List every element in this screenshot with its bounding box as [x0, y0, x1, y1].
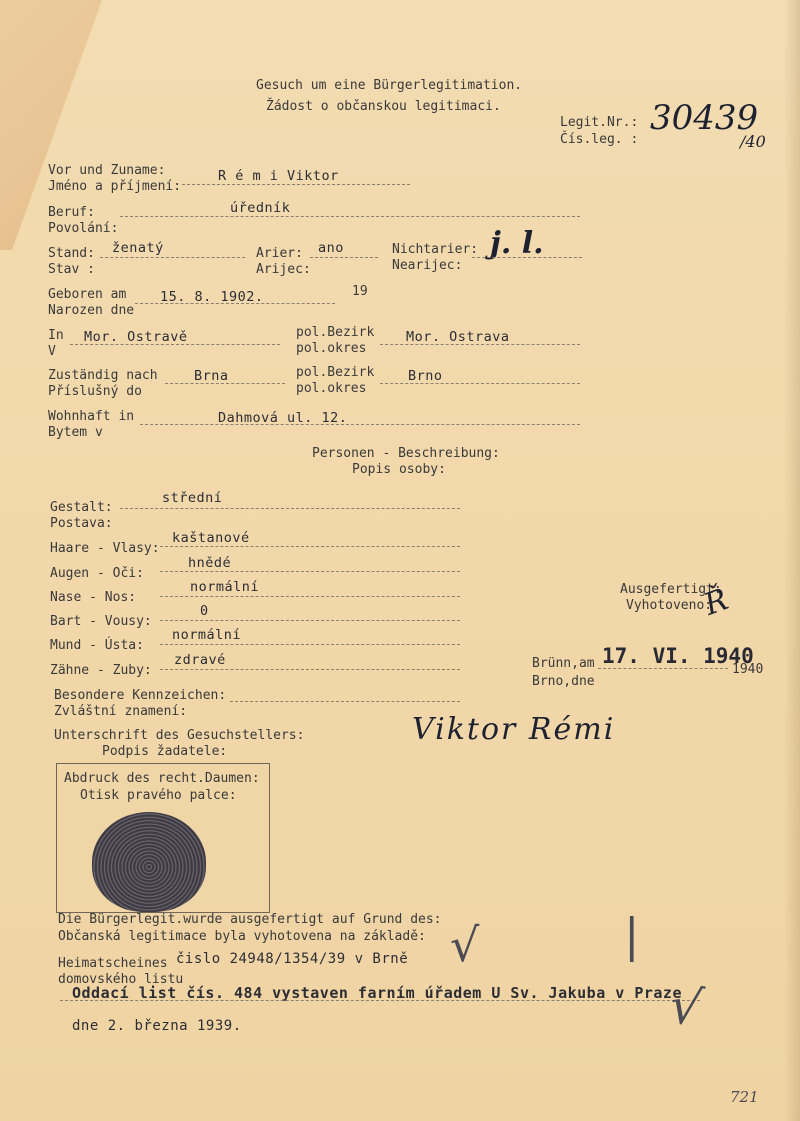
thumbprint-image — [92, 812, 206, 912]
zustandig-line — [165, 383, 285, 384]
beruf-line — [120, 216, 580, 217]
bart-value: 0 — [200, 603, 209, 619]
geboren-value: 15. 8. 1902. — [160, 289, 264, 305]
name-value: R é m i Viktor — [218, 168, 339, 184]
basis-line-cz: Občanská legitimace byla vyhotovena na základě: — [58, 929, 426, 944]
wohnhaft-label-de: Wohnhaft in — [48, 409, 135, 424]
bezirk1-line — [380, 344, 580, 345]
nichtarier-value: j. l. — [490, 226, 544, 261]
arier-line — [310, 257, 378, 258]
mund-label: Mund - Ústa: — [50, 638, 144, 653]
issued-year: 1940 — [732, 662, 764, 677]
postava-label: Postava: — [50, 516, 113, 531]
beruf-value: úředník — [230, 200, 291, 216]
heimat-value: čislo 24948/1354/39 v Brně — [176, 951, 409, 967]
vyhotoveno-label: Vyhotoveno: — [626, 598, 713, 613]
name-line — [182, 184, 410, 185]
kennzeichen-label-de: Besondere Kennzeichen: — [54, 688, 227, 703]
zahne-label: Zähne - Zuby: — [50, 663, 152, 678]
nichtarier-label-de: Nichtarier: — [392, 242, 479, 257]
haare-value: kaštanové — [172, 530, 250, 546]
nase-line — [160, 596, 460, 597]
applicant-signature: Viktor Rémi — [412, 712, 616, 747]
thumb-label-de: Abdruck des recht.Daumen: — [64, 771, 260, 786]
legit-number: 30439 — [650, 98, 759, 138]
bezirk2-value: Brno — [408, 368, 443, 384]
thumb-label-cz: Otisk pravého palce: — [80, 788, 237, 803]
arier-label-de: Arier: — [256, 246, 303, 261]
bezirk2-label-cz: pol.okres — [296, 381, 367, 396]
heimat-label-cz: domovského listu — [58, 972, 184, 987]
signature-label-cz: Podpis žadatele: — [102, 744, 228, 759]
augen-line — [160, 571, 460, 572]
signature-label-de: Unterschrift des Gesuchstellers: — [54, 728, 305, 743]
gestalt-label: Gestalt: — [50, 500, 113, 515]
description-title-de: Personen - Beschreibung: — [312, 446, 500, 461]
basis-line-de: Die Bürgerlegit.wurde ausgefertigt auf Grund des: — [58, 912, 442, 927]
augen-label: Augen - Oči: — [50, 566, 144, 581]
bezirk1-label-cz: pol.okres — [296, 341, 367, 356]
legit-number-suffix: /40 — [740, 132, 766, 151]
zahne-value: zdravé — [174, 652, 226, 668]
year-prefix: 19 — [352, 284, 368, 299]
geboren-label-cz: Narozen dne — [48, 303, 135, 318]
zustandig-label-cz: Příslušný do — [48, 384, 142, 399]
cis-leg-label: Čís.leg. : — [560, 132, 639, 147]
nase-label: Nase - Nos: — [50, 590, 137, 605]
place-label-cz: Brno,dne — [532, 674, 595, 689]
nichtarier-line — [472, 257, 582, 258]
legit-nr-label: Legit.Nr.: — [560, 115, 639, 130]
bart-line — [160, 620, 460, 621]
geboren-label-de: Geboren am — [48, 287, 127, 302]
wohnhaft-line — [140, 424, 580, 425]
official-signature: Ř — [699, 582, 733, 623]
beruf-label-de: Beruf: — [48, 205, 95, 220]
oddaci-list: Oddací list čís. 484 vystaven farním úřadem U Sv. Jakuba v Praze — [72, 984, 682, 1002]
ausgefertigt-label: Ausgefertigt: — [620, 582, 722, 597]
arier-label-cz: Arijec: — [256, 262, 311, 277]
kennzeichen-line — [230, 701, 460, 702]
zustandig-label-de: Zuständig nach — [48, 368, 158, 383]
stand-value: ženatý — [112, 240, 164, 256]
haare-label: Haare - Vlasy: — [50, 541, 160, 556]
in-value: Mor. Ostravě — [84, 329, 188, 345]
nase-value: normální — [190, 579, 260, 595]
in-label-cz: V — [48, 344, 56, 359]
zahne-line — [160, 669, 460, 670]
zustandig-value: Brna — [194, 368, 229, 384]
place-label-de: Brünn,am — [532, 656, 595, 671]
title-german: Gesuch um eine Bürgerlegitimation. — [256, 78, 523, 93]
bezirk2-label-de: pol.Bezirk — [296, 365, 375, 380]
in-label-de: In — [48, 328, 64, 343]
title-czech: Žádost o občanskou legitimaci. — [266, 99, 501, 114]
page-number: 721 — [730, 1088, 759, 1106]
gestalt-value: střední — [162, 490, 223, 506]
page-edge-shadow — [784, 0, 800, 1121]
bezirk1-value: Mor. Ostrava — [406, 329, 510, 345]
name-label-de: Vor und Zuname: — [48, 163, 166, 178]
nichtarier-label-cz: Nearijec: — [392, 258, 463, 273]
mund-line — [160, 644, 460, 645]
heimat-label-de: Heimatscheines — [58, 956, 168, 971]
date-line — [598, 668, 728, 669]
stand-label-de: Stand: — [48, 246, 95, 261]
kennzeichen-label-cz: Zvláštní znamení: — [54, 704, 188, 719]
beruf-label-cz: Povolání: — [48, 221, 119, 236]
arier-value: ano — [318, 240, 344, 256]
wohnhaft-label-cz: Bytem v — [48, 425, 103, 440]
pencil-stroke: | — [624, 908, 640, 962]
pencil-checkmark-1: √ — [450, 918, 480, 972]
haare-line — [160, 546, 460, 547]
gestalt-line — [120, 508, 460, 509]
pencil-checkmark-2: √ — [665, 975, 707, 1039]
name-label-cz: Jméno a příjmení: — [48, 179, 182, 194]
oddaci-line — [60, 1000, 700, 1001]
basis-date: dne 2. března 1939. — [72, 1018, 242, 1034]
stand-label-cz: Stav : — [48, 262, 95, 277]
date-stamp: 17. VI. 1940 — [602, 644, 754, 668]
in-line — [70, 344, 280, 345]
augen-value: hnědé — [188, 555, 232, 571]
description-title-cz: Popis osoby: — [352, 462, 446, 477]
bezirk1-label-de: pol.Bezirk — [296, 325, 375, 340]
geboren-line — [135, 303, 335, 304]
bart-label: Bart - Vousy: — [50, 614, 152, 629]
wohnhaft-value: Dahmová ul. 12. — [218, 410, 348, 426]
mund-value: normální — [172, 627, 242, 643]
stand-line — [100, 257, 245, 258]
bezirk2-line — [380, 383, 580, 384]
